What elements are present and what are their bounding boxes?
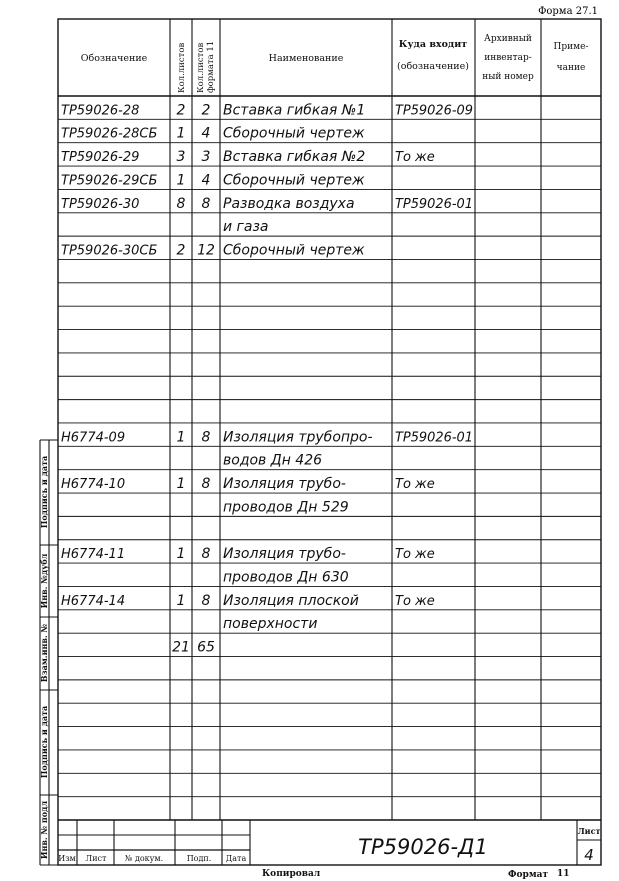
- cell-where: ТР59026-01: [395, 196, 473, 212]
- table-row: [172, 640, 215, 656]
- cell-designation: ТР59026-28: [61, 103, 140, 119]
- cell-format11: 4: [201, 172, 211, 189]
- table-row: [61, 242, 365, 258]
- stamp-izm: Изм: [58, 854, 76, 863]
- stamp-date: Дата: [225, 854, 247, 863]
- header-note-2: чание: [556, 63, 586, 73]
- cell-designation: Н6774-10: [61, 477, 126, 493]
- cell-designation: Н6774-09: [61, 430, 126, 446]
- cell-sheets: 3: [176, 149, 186, 166]
- cell-format11: 2: [201, 102, 211, 119]
- cell-format11: 8: [201, 476, 211, 493]
- cell-sheets: 1: [176, 476, 186, 493]
- cell-name: Сборочный чертеж: [223, 242, 365, 259]
- table-row: [61, 102, 473, 118]
- cell-where: ТР59026-09: [395, 103, 473, 119]
- cell-designation: Н6774-11: [61, 547, 126, 563]
- cell-name: водов Дн 426: [223, 452, 323, 469]
- side-replace-inv: Взам.инв. №: [39, 623, 49, 683]
- cell-sheets: 2: [176, 102, 186, 119]
- cell-designation: Н6774-14: [61, 593, 126, 609]
- footer-format-value: 11: [557, 869, 570, 879]
- side-inv-orig: Инв. № подл: [39, 800, 49, 860]
- table-row: [61, 196, 473, 212]
- form-label: Форма 27.1: [538, 6, 598, 17]
- footer-copied: Копировал: [262, 869, 321, 879]
- cell-sheets: 1: [176, 546, 186, 563]
- table-row: [61, 546, 435, 562]
- stamp-sheet-label: Лист: [577, 826, 601, 836]
- cell-format11: 12: [197, 242, 215, 259]
- cell-name: Изоляция плоской: [223, 592, 359, 609]
- cell-name: Сборочный чертеж: [223, 172, 365, 189]
- header-sheets-count: Кол.листов: [177, 42, 187, 93]
- cell-name: Вставка гибкая №2: [223, 149, 366, 166]
- header-archive-1: Архивный: [484, 34, 532, 44]
- stamp-sheet-number: 4: [584, 846, 594, 864]
- table-row: [61, 172, 365, 188]
- cell-name: проводов Дн 529: [223, 499, 349, 516]
- cell-sheets: 1: [176, 592, 186, 609]
- side-sign-date-bottom: Подпись и дата: [39, 705, 49, 779]
- table-header: [81, 34, 589, 93]
- cell-format11: 8: [201, 546, 211, 563]
- cell-designation: ТР59026-28СБ: [61, 126, 158, 142]
- cell-sheets: 1: [176, 429, 186, 446]
- header-where-1: Куда входит: [398, 39, 468, 50]
- cell-where: То же: [395, 477, 435, 493]
- row-lines: [58, 119, 601, 796]
- cell-where: То же: [395, 150, 435, 166]
- stamp-labels: [58, 826, 600, 863]
- table-row: [223, 616, 317, 632]
- table-row: [61, 126, 365, 142]
- side-inv-dup: Инв. №дубл: [39, 553, 49, 609]
- footer-format-label: Формат: [508, 870, 549, 880]
- cell-where: То же: [395, 547, 435, 563]
- stamp-list: Лист: [85, 854, 107, 863]
- table-row: [223, 499, 349, 515]
- cell-name: Разводка воздуха: [223, 195, 355, 212]
- table-row: [223, 453, 322, 469]
- table-row: [223, 219, 269, 235]
- cell-name: Изоляция трубо-: [223, 476, 346, 493]
- stamp-sign: Подп.: [186, 854, 212, 863]
- cell-name: Изоляция трубопро-: [223, 429, 373, 446]
- header-archive-3: ный номер: [482, 72, 534, 82]
- cell-designation: ТР59026-30СБ: [61, 243, 158, 259]
- cell-sheets: 2: [176, 242, 186, 259]
- header-designation: Обозначение: [80, 53, 148, 64]
- table-row: [61, 429, 473, 445]
- cell-sheets: 21: [172, 639, 190, 656]
- stamp-doc-no: № докум.: [124, 854, 164, 863]
- footer: [262, 869, 570, 880]
- cell-designation: ТР59026-30: [61, 196, 140, 212]
- table-row: [61, 476, 435, 492]
- cell-format11: 8: [201, 592, 211, 609]
- cell-format11: 4: [201, 125, 211, 142]
- header-format11-line1: Кол.листов: [196, 42, 206, 93]
- cell-format11: 8: [201, 195, 211, 212]
- cell-format11: 3: [201, 149, 211, 166]
- cell-sheets: 1: [176, 172, 186, 189]
- table-row: [223, 569, 349, 585]
- cell-name: проводов Дн 630: [223, 569, 349, 586]
- cell-designation: ТР59026-29: [61, 150, 140, 166]
- cell-format11: 8: [201, 429, 211, 446]
- header-archive-2: инвентар-: [484, 53, 532, 63]
- cell-name: и газа: [223, 219, 269, 236]
- cell-sheets: 8: [176, 195, 186, 212]
- table-rows: [61, 102, 473, 655]
- cell-where: ТР59026-01: [395, 430, 473, 446]
- cell-name: Изоляция трубо-: [223, 546, 346, 563]
- header-where-2: (обозначение): [397, 61, 469, 72]
- header-name: Наименование: [268, 53, 344, 64]
- header-format11-line2: формата 11: [206, 40, 216, 93]
- cell-sheets: 1: [176, 125, 186, 142]
- cell-name: Сборочный чертеж: [223, 125, 365, 142]
- stamp-doc-code: ТР59026-Д1: [358, 835, 488, 859]
- cell-where: То же: [395, 593, 435, 609]
- header-note-1: Приме-: [553, 42, 589, 52]
- table-row: [61, 149, 435, 165]
- cell-name: Вставка гибкая №1: [223, 102, 366, 119]
- cell-name: поверхности: [223, 616, 318, 633]
- table-row: [61, 593, 435, 609]
- side-sign-date-top: Подпись и дата: [39, 455, 49, 529]
- cell-designation: ТР59026-29СБ: [61, 173, 158, 189]
- cell-format11: 65: [197, 639, 215, 656]
